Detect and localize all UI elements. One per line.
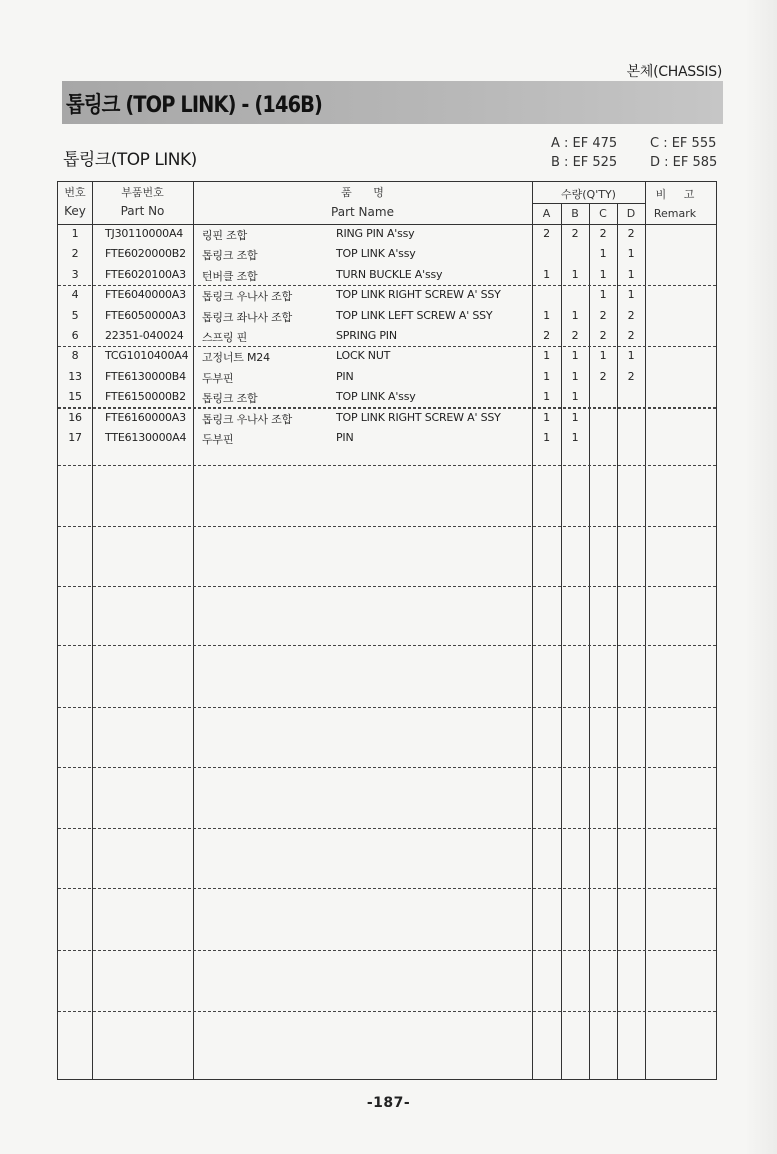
- row-name-kr: 톱링크 우나사 조합: [202, 412, 293, 426]
- qty-header-divider: [532, 203, 645, 204]
- row-qty-d: 2: [627, 308, 635, 322]
- row-separator: [58, 1011, 716, 1012]
- row-separator: [58, 828, 716, 829]
- row-qty-d: 1: [627, 288, 635, 302]
- row-qty-a: 1: [543, 431, 550, 444]
- section-label: 본체(CHASSIS): [626, 64, 722, 80]
- row-qty-a: 1: [543, 369, 550, 383]
- row-qty-a: 1: [543, 410, 550, 424]
- row-part-no: TCG1010400A4: [105, 349, 189, 363]
- row-part-no: FTE6040000A3: [105, 288, 186, 302]
- row-qty-c: 2: [599, 227, 607, 240]
- title-bar: [62, 81, 723, 124]
- row-qty-b: 1: [571, 369, 579, 383]
- row-part-no: FTE6020000B2: [105, 247, 186, 261]
- header-qty-a: A: [542, 207, 551, 220]
- row-name-en: TURN BUCKLE A'ssy: [336, 267, 443, 281]
- header-no-kr: 번호: [64, 186, 86, 199]
- model-legend-right: [650, 134, 717, 172]
- row-qty-b: 1: [571, 308, 579, 322]
- row-name-kr: 링핀 조합: [202, 229, 248, 242]
- row-qty-b: 1: [571, 267, 579, 281]
- row-part-no: FTE6050000A3: [105, 308, 186, 322]
- row-qty-c: 2: [599, 329, 607, 342]
- model-c: C : EF 555: [650, 136, 717, 151]
- row-separator: [58, 707, 716, 708]
- row-key: 4: [71, 288, 79, 302]
- model-legend-left: [551, 134, 617, 172]
- row-qty-b: 1: [571, 390, 579, 404]
- row-name-kr: 고정너트 M24: [202, 351, 270, 365]
- header-remark-en: Remark: [653, 207, 697, 220]
- row-part-no: FTE6130000B4: [105, 369, 186, 383]
- row-qty-a: 1: [543, 349, 550, 363]
- row-separator: [58, 950, 716, 951]
- row-name-en: TOP LINK RIGHT SCREW A' SSY: [336, 410, 501, 424]
- row-separator: [58, 526, 716, 527]
- row-name-kr: 스프링 핀: [202, 331, 248, 344]
- model-b: B : EF 525: [551, 155, 618, 170]
- header-remark-kr: 비 고: [655, 188, 695, 201]
- row-qty-b: 1: [571, 431, 579, 444]
- row-qty-d: 1: [627, 349, 635, 363]
- header-qty-c: C: [599, 207, 607, 220]
- row-name-kr: 턴버클 조합: [202, 269, 258, 283]
- row-key: 16: [68, 410, 82, 424]
- row-key: 2: [71, 247, 79, 261]
- row-key: 3: [71, 267, 79, 281]
- row-separator: [58, 888, 716, 889]
- row-qty-d: 2: [627, 227, 635, 240]
- row-name-kr: 톱링크 조합: [202, 392, 258, 406]
- row-qty-d: 1: [627, 267, 635, 281]
- row-name-en: TOP LINK RIGHT SCREW A' SSY: [336, 288, 501, 302]
- row-qty-a: 1: [543, 267, 550, 281]
- col-divider: [645, 182, 646, 1079]
- group-separator: [58, 285, 716, 286]
- group-separator: [58, 408, 716, 409]
- col-divider: [92, 182, 93, 1079]
- row-part-no: TTE6130000A4: [105, 431, 187, 444]
- group-separator: [58, 346, 716, 347]
- row-part-no: FTE6150000B2: [105, 390, 186, 404]
- row-qty-a: 1: [543, 308, 550, 322]
- row-name-en: SPRING PIN: [336, 329, 397, 342]
- row-key: 15: [68, 390, 82, 404]
- header-part-name-kr: 품 명: [341, 186, 384, 199]
- row-qty-c: 2: [599, 369, 607, 383]
- row-qty-c: 2: [599, 308, 607, 322]
- header-qty: 수량(Q'TY): [561, 188, 616, 201]
- header-no-en: Key: [64, 204, 86, 218]
- row-qty-a: 2: [543, 227, 550, 240]
- col-divider: [193, 182, 194, 1079]
- row-key: 6: [71, 329, 79, 342]
- header-part-name-en: Part Name: [331, 205, 394, 219]
- row-qty-d: 2: [627, 369, 635, 383]
- row-name-en: TOP LINK LEFT SCREW A' SSY: [336, 308, 493, 322]
- row-qty-c: 1: [599, 288, 607, 302]
- header-qty-d: D: [626, 207, 636, 220]
- row-qty-a: 1: [543, 390, 550, 404]
- row-name-en: TOP LINK A'ssy: [336, 247, 416, 261]
- row-separator: [58, 645, 716, 646]
- header-part-no-kr: 부품번호: [121, 186, 164, 199]
- row-qty-c: 1: [599, 247, 607, 261]
- header-qty-b: B: [571, 207, 579, 220]
- row-key: 17: [68, 431, 82, 444]
- row-separator: [58, 465, 716, 466]
- row-key: 5: [71, 308, 79, 322]
- row-key: 1: [71, 227, 79, 240]
- row-name-kr: 톱링크 우나사 조합: [202, 290, 293, 304]
- subtitle: 톱링크(TOP LINK): [63, 150, 197, 170]
- row-name-en: TOP LINK A'ssy: [336, 390, 416, 404]
- row-qty-b: 1: [571, 410, 579, 424]
- row-part-no: 22351-040024: [105, 329, 184, 342]
- row-qty-c: 1: [599, 267, 607, 281]
- model-a: A : EF 475: [551, 136, 618, 151]
- row-name-kr: 두부핀: [202, 371, 234, 385]
- row-part-no: TJ30110000A4: [105, 227, 184, 240]
- row-name-en: RING PIN A'ssy: [336, 227, 415, 240]
- row-qty-d: 1: [627, 247, 635, 261]
- page-title: 톱링크 (TOP LINK) - (146B): [66, 93, 323, 118]
- row-name-kr: 톱링크 조합: [202, 249, 258, 263]
- row-name-en: PIN: [336, 369, 354, 383]
- row-qty-b: 2: [571, 329, 579, 342]
- row-qty-a: 2: [543, 329, 550, 342]
- page-number: -187-: [366, 1095, 411, 1111]
- row-name-en: LOCK NUT: [336, 349, 391, 363]
- header-part-no-en: Part No: [120, 204, 165, 218]
- header-divider: [58, 224, 716, 225]
- row-qty-c: 1: [599, 349, 607, 363]
- page-edge-shadow: [745, 0, 777, 1154]
- row-key: 8: [71, 349, 79, 363]
- model-d: D : EF 585: [650, 155, 718, 170]
- parts-table: [57, 181, 717, 1080]
- row-separator: [58, 767, 716, 768]
- row-qty-b: 1: [571, 349, 579, 363]
- row-name-kr: 두부핀: [202, 433, 234, 446]
- row-qty-d: 2: [627, 329, 635, 342]
- row-name-en: PIN: [336, 431, 354, 444]
- row-key: 13: [68, 369, 82, 383]
- row-name-kr: 톱링크 좌나사 조합: [202, 310, 293, 324]
- row-qty-b: 2: [571, 227, 579, 240]
- row-part-no: FTE6160000A3: [105, 410, 186, 424]
- row-part-no: FTE6020100A3: [105, 267, 186, 281]
- row-separator: [58, 586, 716, 587]
